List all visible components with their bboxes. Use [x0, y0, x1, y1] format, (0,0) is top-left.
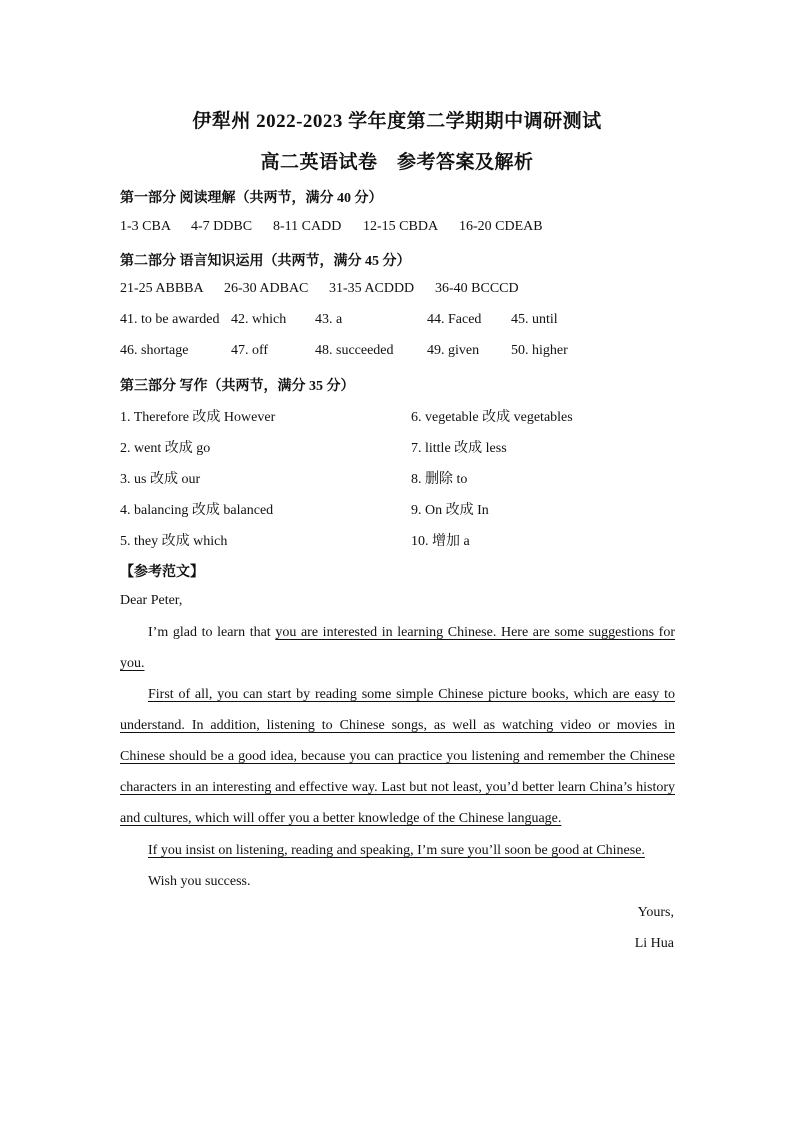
answer-item: 36-40 BCCCD	[435, 281, 519, 296]
answer-item: 46. shortage	[120, 343, 189, 358]
answer-item: 1-3 CBA	[120, 219, 171, 234]
part3-heading: 第三部分 写作（共两节，满分 35 分）	[120, 379, 355, 394]
answer-item: 45. until	[511, 312, 558, 327]
exam-title: 伊犁州 2022-2023 学年度第二学期期中调研测试	[192, 111, 602, 132]
answer-item: 26-30 ADBAC	[224, 281, 309, 296]
essay-closing-wish: Wish you success.	[148, 874, 251, 889]
essay-signature: Li Hua	[634, 936, 674, 951]
answer-item: 44. Faced	[427, 312, 482, 327]
essay-paragraph-2	[120, 679, 675, 834]
exam-subtitle: 高二英语试卷 参考答案及解析	[260, 152, 534, 173]
answer-item: 16-20 CDEAB	[459, 219, 543, 234]
part2-answers-row3	[120, 343, 568, 359]
correction-item: 2. went 改成 go	[120, 441, 211, 456]
essay-p3-underlined: If you insist on listening, reading and speaking, I’m sure you’ll soon be good at Chinese.	[148, 843, 645, 858]
answer-item: 4-7 DDBC	[191, 219, 253, 234]
part2-heading: 第二部分 语言知识运用（共两节，满分 45 分）	[120, 254, 411, 269]
correction-item: 10. 增加 a	[411, 534, 470, 549]
correction-item: 9. On 改成 In	[411, 503, 489, 518]
answer-item: 31-35 ACDDD	[329, 281, 415, 296]
answer-item: 42. which	[231, 312, 287, 327]
answer-item: 21-25 ABBBA	[120, 281, 204, 296]
correction-item: 1. Therefore 改成 However	[120, 410, 276, 425]
answer-item: 47. off	[231, 343, 269, 358]
answer-item: 49. given	[427, 343, 480, 358]
essay-sign-off: Yours,	[637, 905, 674, 920]
answer-item: 8-11 CADD	[273, 219, 342, 234]
correction-item: 5. they 改成 which	[120, 534, 228, 549]
answer-item: 43. a	[315, 312, 343, 327]
correction-item: 7. little 改成 less	[411, 441, 507, 456]
essay-p1-underlined: you are interested in learning Chinese. Here are some suggestions for you.	[120, 625, 675, 671]
part2-answers-row1	[120, 281, 519, 297]
essay-greeting: Dear Peter,	[120, 593, 183, 608]
answer-item: 48. succeeded	[315, 343, 394, 358]
essay-paragraph-3	[120, 835, 675, 866]
part2-answers-row2	[120, 312, 558, 328]
part1-answers-row	[120, 219, 543, 235]
part1-heading: 第一部分 阅读理解（共两节，满分 40 分）	[120, 191, 383, 206]
answer-item: 41. to be awarded	[120, 312, 220, 327]
essay-p2-underlined: First of all, you can start by reading some simple Chinese picture books, which are easy to understand. In addition, listening to Chinese songs, as well as watching video or movies in Chinese should be a good idea, because you can practice you listening and remember the Chinese characters in an interesting and effective way. Last but not least, you’d better learn China’s history and cultures, which will offer you a better knowledge of the Chinese language.	[120, 687, 675, 826]
correction-item: 6. vegetable 改成 vegetables	[411, 410, 573, 425]
essay-paragraph-1	[120, 617, 675, 679]
answer-item: 50. higher	[511, 343, 568, 358]
answer-item: 12-15 CBDA	[363, 219, 439, 234]
correction-item: 3. us 改成 our	[120, 472, 201, 487]
correction-item: 8. 删除 to	[411, 472, 468, 487]
essay-p1-text: I’m glad to learn that	[148, 625, 276, 640]
model-essay-label: 【参考范文】	[120, 565, 204, 580]
correction-item: 4. balancing 改成 balanced	[120, 503, 274, 518]
